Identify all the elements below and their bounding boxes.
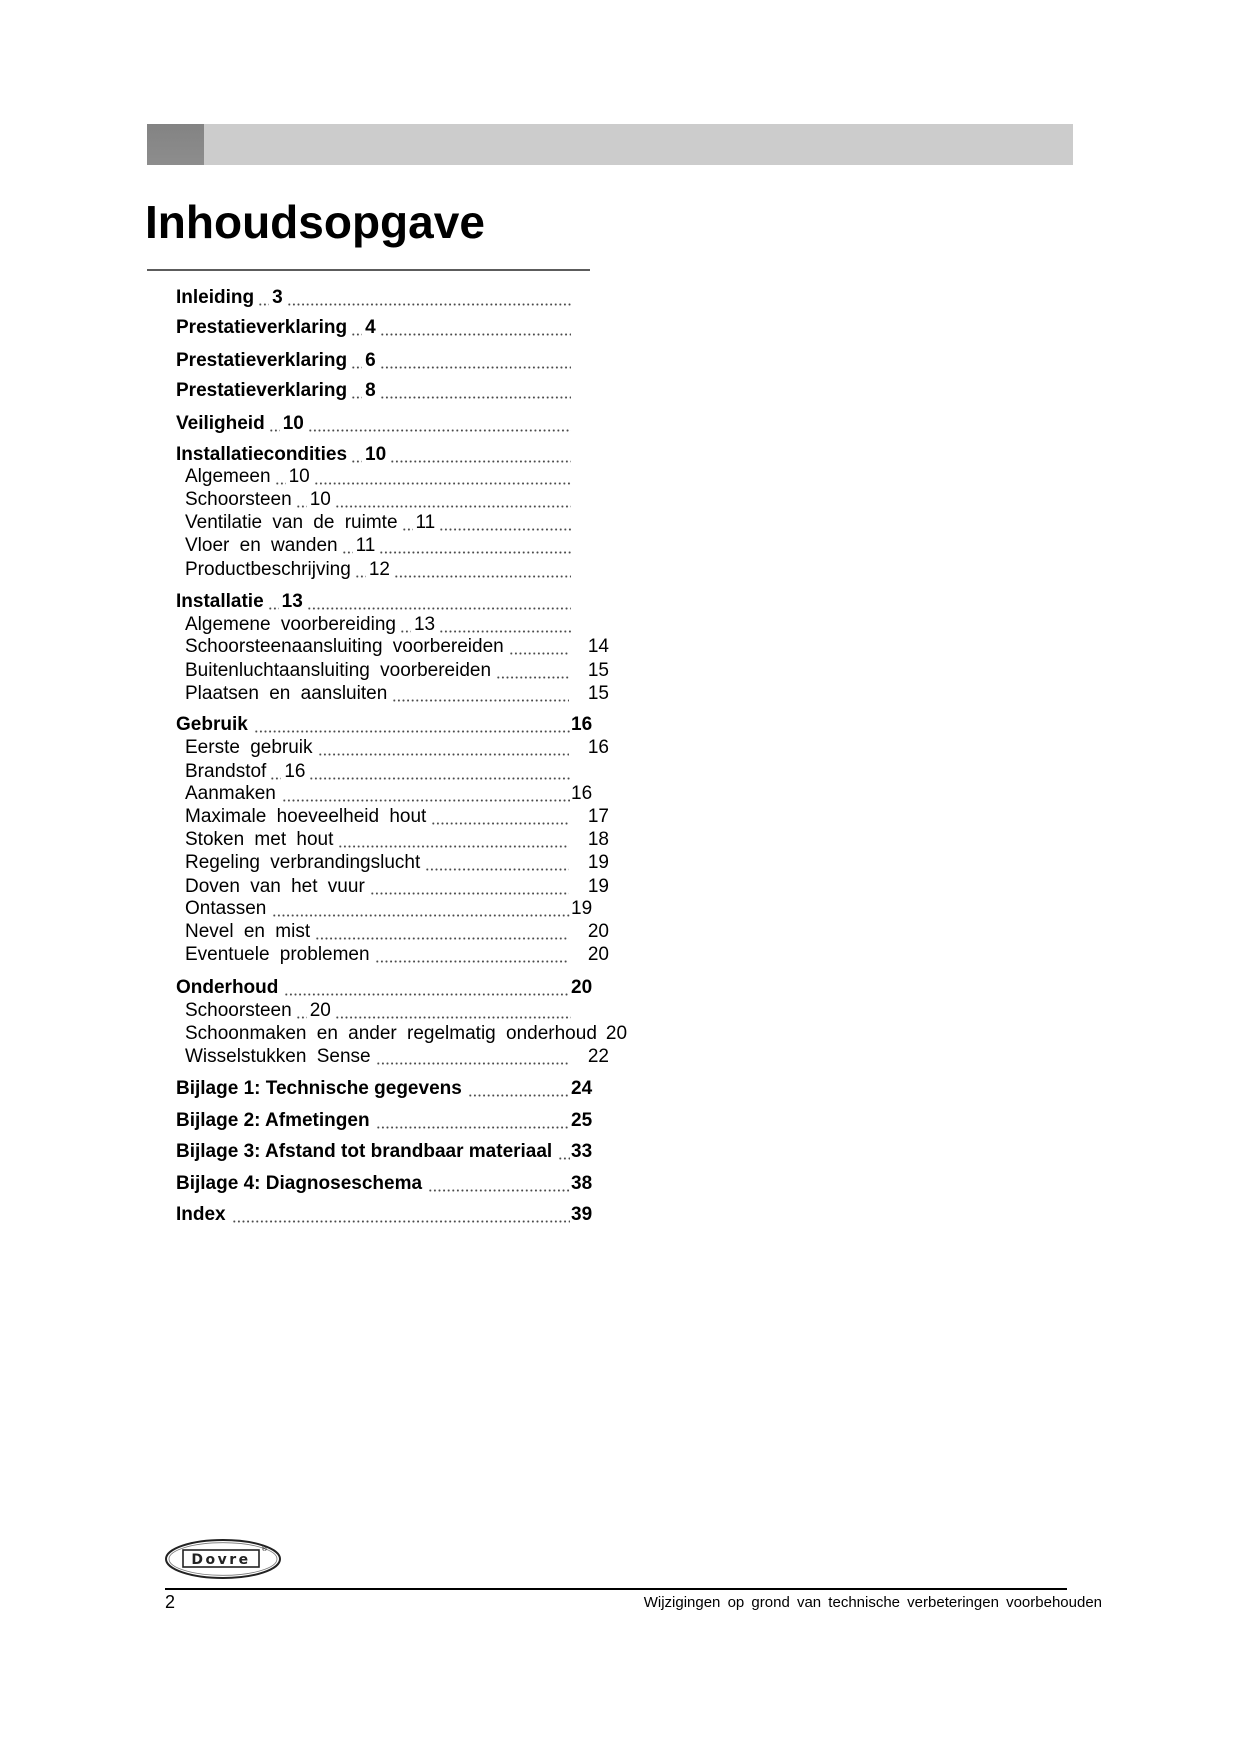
- toc-entry: [176, 413, 571, 435]
- dot-leader: [380, 380, 571, 399]
- toc-entry-title: Vloer en wanden: [185, 535, 338, 556]
- dot-leader: [296, 1000, 307, 1019]
- toc-subentry: [185, 783, 594, 805]
- toc-entry-title: Prestatieverklaring: [176, 350, 348, 371]
- toc-subentry: [185, 944, 609, 966]
- toc-entry-page: 20: [587, 944, 609, 965]
- toc-subentry: [185, 1000, 571, 1022]
- dot-leader: [375, 944, 569, 963]
- toc-subentry: [185, 761, 571, 783]
- toc-entry: [176, 350, 571, 372]
- toc-entry-page: 10: [309, 489, 331, 510]
- toc-subentry: [185, 737, 609, 759]
- toc-entry-page: 11: [355, 535, 376, 556]
- toc-entry-page: 10: [288, 466, 310, 487]
- page-title: Inhoudsopgave: [145, 196, 485, 248]
- toc-entry-title: Installatie: [176, 591, 264, 612]
- toc-entry-page: 19: [587, 876, 609, 897]
- toc-entry-page: 39: [571, 1204, 593, 1225]
- toc-entry-title: Eerste gebruik: [185, 737, 313, 758]
- dot-leader: [275, 466, 286, 485]
- toc-entry-page: 13: [413, 614, 436, 635]
- toc-subentry: [185, 806, 609, 828]
- toc-entry-title: Bijlage 4: Diagnoseschema: [176, 1173, 423, 1194]
- toc-entry-title: Plaatsen en aansluiten: [185, 683, 388, 704]
- dot-leader: [307, 591, 571, 610]
- toc-entry-title: Algemeen: [185, 466, 271, 487]
- dovre-logo: [164, 1538, 282, 1580]
- dot-leader: [351, 350, 362, 369]
- dot-leader: [335, 1000, 571, 1019]
- toc-subentry: [185, 636, 609, 658]
- dot-leader: [439, 614, 571, 633]
- toc-entry-title: Inleiding: [176, 287, 255, 308]
- toc-entry: [176, 317, 571, 339]
- toc-entry: [176, 444, 571, 466]
- toc-subentry: [185, 466, 571, 488]
- toc-entry-page: 15: [587, 683, 609, 704]
- toc-entry-title: Bijlage 1: Technische gegevens: [176, 1078, 462, 1099]
- dot-leader: [425, 852, 569, 871]
- dot-leader: [390, 444, 571, 463]
- toc-subentry: [185, 921, 609, 943]
- toc-entry: [176, 1110, 594, 1132]
- toc-entry-page: 8: [365, 380, 376, 401]
- toc-entry-title: Schoorsteen: [185, 489, 292, 510]
- dot-leader: [338, 829, 569, 848]
- dot-leader: [376, 1110, 570, 1129]
- toc-entry-page: 16: [571, 783, 593, 804]
- dot-leader: [370, 876, 569, 895]
- toc-entry: [176, 287, 571, 309]
- toc-entry-title: Brandstof: [185, 761, 267, 782]
- dot-leader: [342, 535, 353, 554]
- toc-entry: [176, 380, 571, 402]
- toc-entry-page: 18: [587, 829, 609, 850]
- dot-leader: [232, 1204, 570, 1223]
- title-rule: [147, 269, 590, 271]
- toc-entry: [176, 591, 571, 613]
- toc-entry-page: 33: [571, 1141, 593, 1162]
- toc-subentry: [185, 876, 609, 898]
- toc-entry-title: Algemene voorbereiding: [185, 614, 396, 635]
- toc-subentry: [185, 829, 609, 851]
- toc-subentry: [185, 614, 571, 636]
- dot-leader: [431, 806, 569, 825]
- dot-leader: [254, 714, 570, 733]
- toc-entry-title: Schoorsteen: [185, 1000, 292, 1021]
- toc-entry-page: 24: [571, 1078, 593, 1099]
- toc-entry-title: Eventuele problemen: [185, 944, 370, 965]
- toc-subentry: [185, 660, 609, 682]
- toc-subentry: [185, 1023, 627, 1045]
- toc-entry-page: 20: [587, 921, 609, 942]
- toc-entry-page: 10: [282, 413, 304, 434]
- toc-entry-page: 14: [587, 636, 609, 657]
- logo-lettering: Dovre: [191, 1552, 251, 1568]
- dot-leader: [355, 559, 366, 578]
- dot-leader: [428, 1173, 570, 1192]
- dot-leader: [309, 761, 571, 780]
- toc-entry-page: 38: [571, 1173, 593, 1194]
- dot-leader: [351, 317, 362, 336]
- toc-entry-page: 11: [415, 512, 436, 533]
- toc-entry-title: Schoonmaken en ander regelmatig onderhoud: [185, 1023, 597, 1044]
- toc-entry-page: 4: [365, 317, 376, 338]
- dot-leader: [351, 380, 362, 399]
- toc-entry-title: Veiligheid: [176, 413, 265, 434]
- dot-leader: [270, 761, 281, 780]
- dot-leader: [335, 489, 571, 508]
- toc-entry-page: 6: [365, 350, 376, 371]
- toc-entry-title: Aanmaken: [185, 783, 276, 804]
- header-bar: [147, 124, 1073, 165]
- dot-leader: [394, 559, 571, 578]
- toc-entry-page: 3: [272, 287, 283, 308]
- toc-entry-page: 13: [281, 591, 303, 612]
- toc-subentry: [185, 512, 571, 534]
- toc-entry-title: Ventilatie van de ruimte: [185, 512, 398, 533]
- toc-entry-title: Nevel en mist: [185, 921, 311, 942]
- dot-leader: [392, 683, 569, 702]
- toc-entry: [176, 1204, 594, 1226]
- dot-leader: [318, 737, 569, 756]
- toc-entry-title: Installatiecondities: [176, 444, 348, 465]
- toc-subentry: [185, 1046, 609, 1068]
- toc-entry-page: 20: [605, 1023, 628, 1044]
- toc-entry-page: 10: [365, 444, 387, 465]
- toc-entry-page: 19: [587, 852, 609, 873]
- toc-subentry: [185, 559, 571, 581]
- dot-leader: [439, 512, 571, 531]
- toc-entry-title: Onderhoud: [176, 977, 279, 998]
- dot-leader: [380, 350, 571, 369]
- toc-entry-page: 25: [571, 1110, 593, 1131]
- toc-entry-page: 20: [309, 1000, 331, 1021]
- dot-leader: [558, 1141, 570, 1160]
- dot-leader: [376, 1046, 569, 1065]
- toc-entry-title: Wisselstukken Sense: [185, 1046, 371, 1067]
- footer-note: Wijzigingen op grond van technische verbeteringen voorbehouden: [643, 1594, 1102, 1611]
- dot-leader: [379, 535, 571, 554]
- dot-leader: [296, 489, 307, 508]
- dot-leader: [468, 1078, 570, 1097]
- toc-entry-page: 12: [368, 559, 390, 580]
- toc-subentry: [185, 535, 571, 557]
- toc-entry: [176, 1141, 594, 1163]
- toc-subentry: [185, 852, 609, 874]
- dot-leader: [284, 977, 570, 996]
- toc-entry-page: 16: [571, 714, 593, 735]
- toc-subentry: [185, 489, 571, 511]
- dot-leader: [496, 660, 569, 679]
- toc-entry-page: 15: [587, 660, 609, 681]
- dot-leader: [315, 921, 569, 940]
- toc-entry-title: Stoken met hout: [185, 829, 334, 850]
- dot-leader: [402, 512, 413, 531]
- footer-rule: [165, 1588, 1067, 1590]
- toc-entry: [176, 1078, 594, 1100]
- dot-leader: [269, 413, 280, 432]
- toc-entry-page: 16: [587, 737, 609, 758]
- dot-leader: [308, 413, 571, 432]
- dot-leader: [272, 898, 570, 917]
- toc-entry: [176, 714, 594, 736]
- toc-entry-title: Bijlage 3: Afstand tot brandbaar materiaal: [176, 1141, 553, 1162]
- toc-entry-title: Gebruik: [176, 714, 248, 735]
- toc-entry-title: Prestatieverklaring: [176, 317, 348, 338]
- toc-subentry: [185, 898, 594, 920]
- registered-mark: ®: [261, 1545, 268, 1553]
- dot-leader: [314, 466, 571, 485]
- toc-entry-title: Maximale hoeveelheid hout: [185, 806, 427, 827]
- toc-entry-title: Regeling verbrandingslucht: [185, 852, 421, 873]
- toc-entry-page: 19: [571, 898, 593, 919]
- dot-leader: [258, 287, 269, 306]
- dot-leader: [400, 614, 411, 633]
- header-bar-block: [147, 124, 204, 165]
- toc-entry-page: 17: [587, 806, 609, 827]
- dot-leader: [287, 287, 571, 306]
- toc-entry-title: Index: [176, 1204, 226, 1225]
- dot-leader: [509, 636, 569, 655]
- toc-entry-title: Doven van het vuur: [185, 876, 365, 897]
- toc-entry-title: Ontassen: [185, 898, 267, 919]
- toc-entry-title: Schoorsteenaansluiting voorbereiden: [185, 636, 504, 657]
- dot-leader: [351, 444, 362, 463]
- dot-leader: [282, 783, 570, 802]
- toc-entry-title: Productbeschrijving: [185, 559, 351, 580]
- dot-leader: [380, 317, 571, 336]
- page-number: 2: [165, 1592, 176, 1612]
- dot-leader: [268, 591, 279, 610]
- toc-subentry: [185, 683, 609, 705]
- toc-entry-page: 20: [571, 977, 593, 998]
- toc-entry-page: 16: [284, 761, 306, 782]
- toc-entry: [176, 1173, 594, 1195]
- toc-entry-title: Buitenluchtaansluiting voorbereiden: [185, 660, 492, 681]
- toc-entry-title: Prestatieverklaring: [176, 380, 348, 401]
- toc-entry-page: 22: [587, 1046, 609, 1067]
- toc-entry: [176, 977, 594, 999]
- toc-entry-title: Bijlage 2: Afmetingen: [176, 1110, 370, 1131]
